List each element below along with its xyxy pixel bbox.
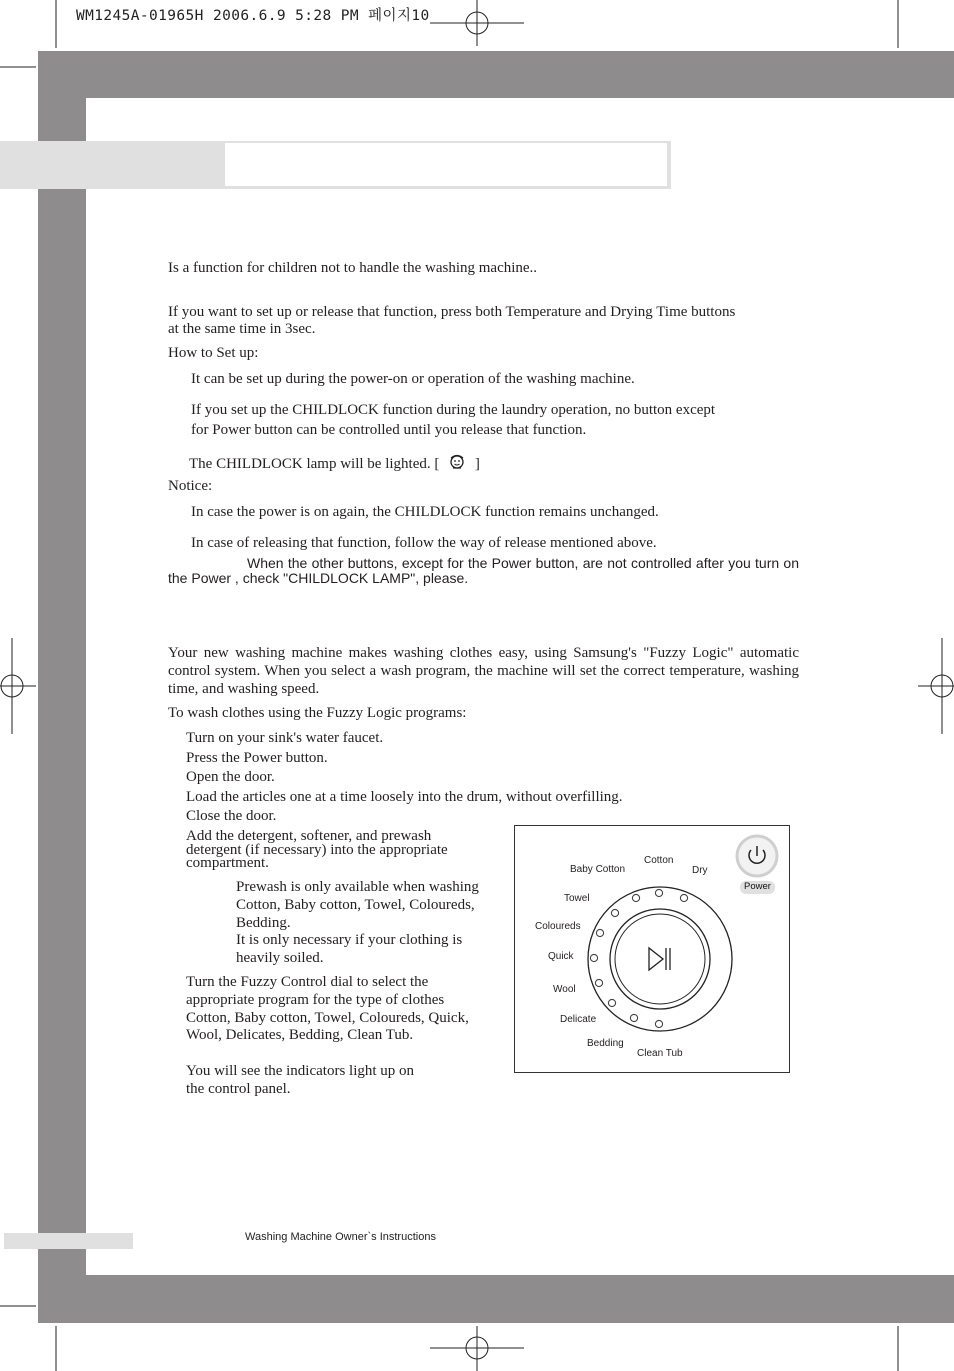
footer-text: Washing Machine Owner`s Instructions	[245, 1231, 436, 1243]
print-header: WM1245A-01965H 2006.6.9 5:28 PM 페이지10	[76, 8, 430, 24]
step-6-line1: Add the detergent, softener, and prewash	[186, 828, 432, 844]
header-tab	[0, 141, 224, 189]
note-2-line2: heavily soiled.	[236, 950, 324, 966]
control-panel-illustration	[514, 825, 790, 1073]
program-label-cotton: Cotton	[644, 855, 674, 866]
frame-left	[38, 51, 86, 1323]
setup-item-3	[189, 454, 480, 473]
footer-tab	[4, 1233, 133, 1249]
step-5: Close the door.	[186, 808, 277, 824]
frame-bottom	[38, 1275, 954, 1323]
setup-item-2-line1: If you set up the CHILDLOCK function during the laundry operation, no button except	[191, 402, 716, 418]
fuzzy-intro: Your new washing machine makes washing clothes easy, using Samsung's "Fuzzy Logic" automatic control system. When you select a wash program, the machine will set the correct temperature, washing time, and washing speed.	[168, 645, 799, 697]
step-7-line3: Cotton, Baby cotton, Towel, Coloureds, Quick,	[186, 1010, 469, 1026]
program-label-wool: Wool	[553, 984, 576, 995]
program-label-bedding: Bedding	[587, 1038, 624, 1049]
step-6-line2: detergent (if necessary) into the appropriate	[186, 842, 448, 858]
note-1-line3: Bedding.	[236, 915, 291, 931]
to-wash-label: To wash clothes using the Fuzzy Logic programs:	[168, 705, 467, 721]
power-label: Power	[744, 881, 771, 892]
step-2: Press the Power button.	[186, 750, 328, 766]
program-label-dry: Dry	[692, 865, 708, 876]
step-1: Turn on your sink's water faucet.	[186, 730, 384, 746]
notice-label: Notice:	[168, 478, 213, 494]
note-2-line1: It is only necessary if your clothing is	[236, 932, 463, 948]
frame-top	[38, 51, 954, 98]
step-7-line2: appropriate program for the type of clothes	[186, 992, 445, 1008]
how-to-setup-label: How to Set up:	[168, 345, 259, 361]
setup-item-1: It can be set up during the power-on or operation of the washing machine.	[191, 371, 635, 387]
step-7-line1: Turn the Fuzzy Control dial to select the	[186, 974, 429, 990]
step-7-line4: Wool, Delicates, Bedding, Clean Tub.	[186, 1027, 414, 1043]
setup-item-2-line2: for Power button can be controlled until you release that function.	[191, 422, 587, 438]
program-label-delicate: Delicate	[560, 1014, 597, 1025]
childlock-icon	[447, 454, 467, 471]
setup-item-3-close: ]	[474, 456, 480, 472]
program-label-coloureds: Coloureds	[535, 921, 581, 932]
program-label-towel: Towel	[564, 893, 590, 904]
note-1-line2: Cotton, Baby cotton, Towel, Coloureds,	[236, 897, 475, 913]
dial-inner-ring	[615, 914, 705, 1004]
step-6-line3: compartment.	[186, 855, 269, 871]
play-pause-icon	[649, 948, 670, 970]
program-label-quick: Quick	[548, 951, 574, 962]
indicators-line2: the control panel.	[186, 1081, 291, 1097]
childlock-instruction-line1: If you want to set up or release that function, press both Temperature and Drying Time buttons	[168, 304, 736, 320]
childlock-intro: Is a function for children not to handle the washing machine..	[168, 260, 538, 276]
note-1-line1: Prewash is only available when washing	[236, 879, 479, 895]
program-label-clean-tub: Clean Tub	[637, 1048, 683, 1059]
step-4: Load the articles one at a time loosely into the drum, without overfilling.	[186, 789, 623, 805]
caution-note: When the other buttons, except for the Power button, are not controlled after you turn on the Power , check "CHILDLOCK LAMP", please.	[168, 555, 799, 586]
notice-item-1: In case the power is on again, the CHILDLOCK function remains unchanged.	[191, 504, 659, 520]
notice-item-2: In case of releasing that function, follow the way of release mentioned above.	[191, 535, 657, 551]
header-bar-inner	[225, 143, 667, 186]
setup-item-3-text: The CHILDLOCK lamp will be lighted. [	[189, 456, 440, 472]
step-3: Open the door.	[186, 769, 275, 785]
dial-ring	[610, 909, 710, 1009]
childlock-instruction-line2: at the same time in 3sec.	[168, 321, 316, 337]
program-label-baby-cotton: Baby Cotton	[570, 864, 626, 875]
indicators-line1: You will see the indicators light up on	[186, 1063, 415, 1079]
